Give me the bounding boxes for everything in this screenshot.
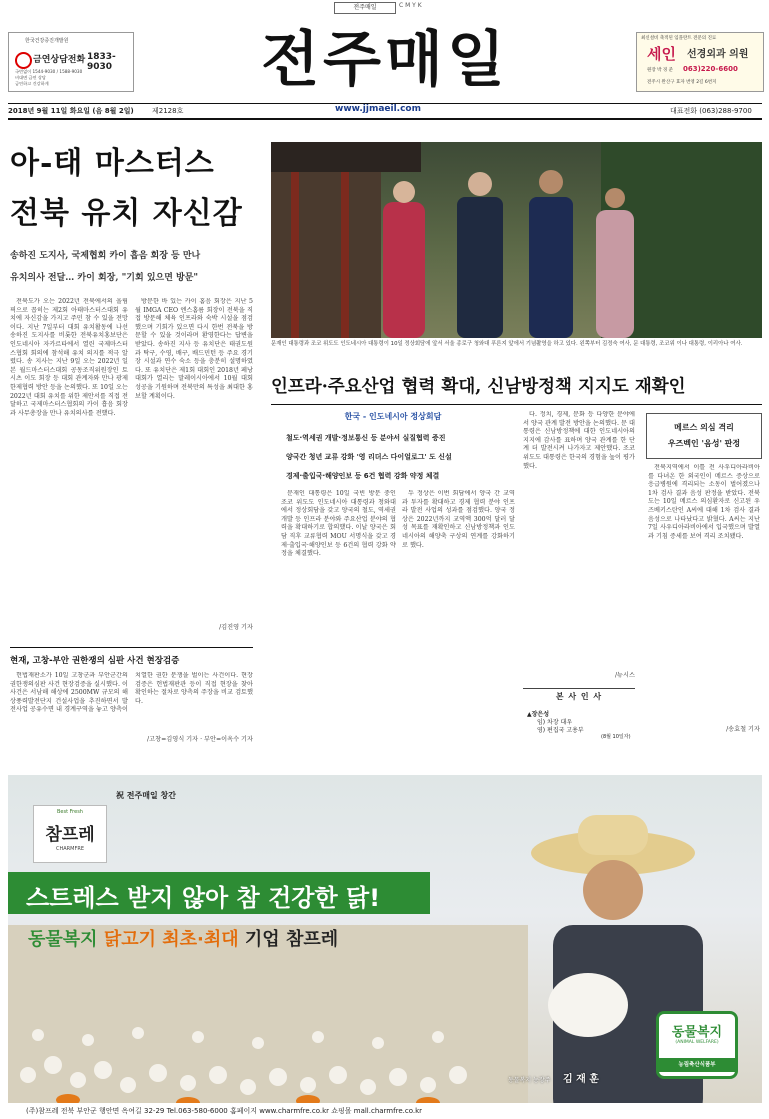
- dateline-issue: 제2128호: [152, 107, 184, 115]
- ad-welfare-badge: [656, 1011, 738, 1079]
- charmfre-ad: [8, 775, 762, 1119]
- barn-floor: [8, 925, 528, 1119]
- ad-brand-box: [33, 805, 107, 863]
- badge-ministry: 농림축산식품부: [659, 1058, 735, 1072]
- held-chicken: [548, 973, 628, 1037]
- greeting-date: (8월 10일자): [601, 734, 631, 740]
- sidebar-body: 전북지역에서 이틀 전 사우디아라비아를 다녀온 한 외국인이 메르스 증상으로 응급병원에 격리되는 소동이 벌어졌으나 1차 검사 결과 음성 판정을 받았다. 전북도는 10일 메르스 의심환자로 신고된 우즈베키스탄인 A씨에 대해 1차 검사 결과 음성으로 나타났다고 밝혔다. A씨는 지난 7일 사우디아라비아에서 입국했으며 발열과 기침 증세를 보여 격리 조치됐다.: [648, 464, 760, 540]
- left-ad-lines: [15, 69, 127, 87]
- badge-en: (ANIMAL WELFARE): [675, 1040, 719, 1045]
- ad-brand-top: Best Fresh: [57, 809, 83, 815]
- left-bottom-body: 헌법재판소가 10일 고창군과 부안군간의 권한쟁의심판 사건 현장검증을 실시했다. 이 사건은 서남해 해상에 2500MW 규모의 해상풍력발전단지 건설사업을 추진하면서 발전사업 공유수면 내 경계구역을 놓고 양측이 치열한 권한 분쟁을 벌이는 사건이다. 현장검증은 헌법재판관 등이 직접 현장을 찾아 확인하는 절차로 양측의 주장을 비교 검토했다.: [10, 672, 253, 714]
- lead-headline-1: 아-태 마스터스: [10, 146, 215, 181]
- lead-body-col2: 방문한 바 있는 카이 홈음 회장은 지난 5월 IMGA CEO 엔스홈름 회장이 전북을 직접 방문해 체육 인프라와 숙박 시설을 점검했으며 기회가 있으면 다시 한번 전북을 방문할 수 있을 것이라며 환영한다는 답변을 받았다. 송하진 지사 등 유치단은 태권도원과 탁구, 수영, 배구, 배드민턴 등 주요 경기장 시설과 연수 숙소 등을 충분히 설명하였다. 또 유치단은 제1회 대회인 2018년 페낭 대회가 열리는 말레이시아에서 10월 대회 성공을 기원하며 전북만의 특성을 최대한 홍보할 계획이다.: [135, 298, 253, 400]
- lead-subheadline-2: 유치의사 전달… 카이 회장, "기회 있으면 방문": [10, 273, 199, 283]
- summit-body-col1: 문재인 대통령은 10일 국빈 방문 중인 조코 위도도 인도네시아 대통령과 청와대에서 정상회담을 갖고 양국의 철도, 역세권 개발 등 인프라 분야와 주요산업 분야의 협력을 확대하기로 합의했다. 이날 양국은 회담 직후 교류협력 MOU 서명식을 갖고 경제·출입국·해양인보 등 6건의 협력 강화 약정을 체결했다.: [281, 490, 396, 558]
- person-head: [468, 172, 492, 196]
- left-ad-phone: 1833-9030: [87, 52, 116, 72]
- main-headline: 인프라·주요산업 협력 확대, 신남방정책 지지도 재확인: [271, 377, 686, 397]
- summit-body-col3: 다. 정치, 경제, 문화 등 다양한 분야에서 양국 관계 발전 방안을 논의했다. 문 대통령은 신남방정책에 대한 인도네시아의 지지에 감사를 표하며 양국 관계를 한 단계 더 발전시켜 나가자고 제안했다. 조코 위도도 대통령은 한국의 경험을 높이 평가했다.: [523, 411, 635, 470]
- greeting-title: 본 사 인 사: [555, 691, 603, 701]
- photo-building-roof: [271, 142, 421, 172]
- ad-footer: (주)참프레 전북 부안군 행안면 옥여길 32-29 Tel.063-580-6000 홈페이지 www.charmfre.co.kr 쇼핑몰 mall.charmfre.co.kr: [8, 1103, 762, 1119]
- dateline-date: 2018년 9월 11일 화요일 (음 8월 2일): [8, 107, 134, 115]
- ad-sub-c: 기업 참프레: [238, 929, 339, 950]
- photo-pillar: [341, 172, 349, 338]
- summit-sub1: 철도·역세권 개발·정보통신 등 분야서 실질협력 증진: [286, 434, 446, 442]
- summit-kicker: 한국 - 인도네시아 정상회담: [344, 412, 442, 421]
- right-ad-name-b: 선경외과 의원: [687, 49, 749, 60]
- greeting-box: [523, 688, 635, 740]
- left-bottom-headline: 현재, 고창-부안 권한쟁의 심판 사건 현장검증: [10, 656, 180, 666]
- left-ad-line: 국번없이 1544-9030 / 1588-9030: [15, 69, 83, 74]
- ad-subline: [28, 925, 338, 951]
- ad-barn-floor: [8, 925, 528, 1119]
- sidebar-byline: /송효철 기자: [726, 726, 760, 733]
- summit-photo-scene: [271, 142, 762, 338]
- person-head: [393, 181, 415, 203]
- right-ad-info: 원장 박 경 준: [647, 68, 674, 73]
- sidebar-title-2: 우즈벡인 '음성' 판정: [667, 438, 741, 448]
- greeting-line: 임) 차장 대우: [537, 719, 573, 726]
- summit-sub3: 경제·출입국·해양인보 등 6건 협력 강화 약정 체결: [286, 472, 440, 480]
- left-ad: [8, 32, 134, 92]
- lead-byline: /김진영 기자: [219, 624, 253, 631]
- ad-founding: 祝 전주매일 창간: [116, 790, 176, 800]
- top-section-tag: 전주매일: [334, 2, 396, 14]
- summit-byline: /뉴시스: [614, 672, 635, 679]
- main-headline-rule: [271, 404, 762, 405]
- masthead-rule-bottom: [8, 118, 762, 120]
- right-ad-name-a: 세인: [647, 45, 676, 63]
- greeting-line: 영) 편집국 고용부: [537, 727, 584, 734]
- ad-sub-b: 닭고기 최초·최대: [103, 929, 239, 950]
- sidebar-title-1: 메르스 의심 격리: [674, 422, 734, 432]
- ad-brand-name: 참프레: [45, 825, 95, 845]
- photo-caption: 문재인 대통령과 조코 위도도 인도네시아 대통령이 10일 정상회담에 앞서 서울 종로구 청와대 푸른지 앞에서 기념촬영을 하고 있다. 왼쪽부터 김정숙 여사, 문 대통령, 조코위 이나 대통령, 이리아나 여사.: [271, 341, 743, 347]
- ad-slogan-bar: [8, 872, 430, 914]
- summit-body-col2: 두 정상은 이번 회담에서 양국 간 교역과 투자를 확대하고 경제 협력 분야 인프라 발전 사업의 성과를 점검했다. 양국 정상은 2022년까지 교역액 300억 달러 달성 목표를 재확인하고 신남방정책과 인도네시아의 해양축 구상의 연계를 강화하기로 했다.: [402, 490, 515, 549]
- sidebar-box: [646, 413, 762, 459]
- masthead: 전주매일: [261, 25, 509, 95]
- lead-headline-2: 전북 유치 자신감: [10, 196, 243, 231]
- person-pink-dress: [596, 210, 634, 338]
- farmer-hat-crown: [578, 815, 648, 855]
- greeting-line: ▲장은성: [527, 711, 550, 718]
- ad-slogan: 스트레스 받지 않아 참 건강한 닭!: [26, 884, 381, 912]
- ad-farmer-name: 김 재 훈: [563, 1074, 599, 1085]
- badge-title: 동물복지: [671, 1025, 723, 1040]
- left-ad-caption: 한국건강증진개발원: [25, 38, 69, 44]
- ad-sub-a: 동물복지: [28, 929, 104, 950]
- left-bottom-byline: /고창=김영식 기자 · 부안=이옥수 기자: [147, 736, 253, 743]
- ad-farmer-caption: 동물복지 농장주: [508, 1077, 551, 1084]
- summit-photo: [271, 142, 762, 338]
- person-suit-1: [457, 197, 503, 338]
- right-ad: [636, 32, 764, 92]
- right-ad-address: 전주시 완산구 효자 번영 2길 6번지: [647, 80, 717, 85]
- ad-brand-en: CHARMFRE: [56, 846, 84, 852]
- lead-body-col1: 전북도가 오는 2022년 전북에서의 올림픽으로 꼽히는 제2회 아태마스터스대회 유치에 자신감을 가지고 주민 참 수 있을 전망이다. 지난 7일부터 대회 유치활동에 나선 송하진 도지사를 비롯한 전북유치홍보단은 인도네시아 자카르타에서 열린 국제마스터스협회 회의에 참석해 유치 의지를 적극 알렸다. 송 지사는 지난 9일 오는 2022년 일본 월드마스터스대회 공동조직위원장인 토시츠 이도 회장 등 대회 관계자와 만나 광제한제협력 방안 등을 논의했다. 또 10일 오는 2022년 대회 유치를 위한 제안서를 직접 전달하고 국제마스터스협회의 카이 흡음 회장과 사무총장을 만나 유치의사를 전했다.: [10, 298, 128, 417]
- left-ad-brand: 금연상담전화: [33, 55, 86, 65]
- left-ad-line: 비대면 금연 상담: [15, 75, 46, 80]
- dateline-tel: 대표전화 (063)288-9700: [670, 107, 752, 115]
- left-ad-line: 금연하고 건강하게: [15, 81, 49, 86]
- person-red-dress: [383, 202, 425, 338]
- right-ad-phone: 063)220-6600: [683, 65, 738, 73]
- person-head: [605, 188, 625, 208]
- lead-subheadline-1: 송하진 도지사, 국제협회 카이 흡음 회장 등 만나: [10, 251, 201, 261]
- farmer-face: [583, 860, 643, 920]
- right-ad-top: 최신설비 축적된 임플란트 전문의 진료: [641, 36, 717, 41]
- dateline-url[interactable]: www.jjmaeil.com: [335, 104, 421, 114]
- lead-separator: [10, 647, 253, 648]
- photo-pillar: [291, 172, 299, 338]
- person-suit-2: [529, 197, 573, 338]
- cmyk-marks: C M Y K: [399, 2, 422, 9]
- summit-sub2: 양국간 청년 교류 강화 '영 리더스 다이얼로그' 도 신설: [286, 453, 452, 461]
- person-head: [539, 170, 563, 194]
- no-smoking-icon: [15, 52, 32, 69]
